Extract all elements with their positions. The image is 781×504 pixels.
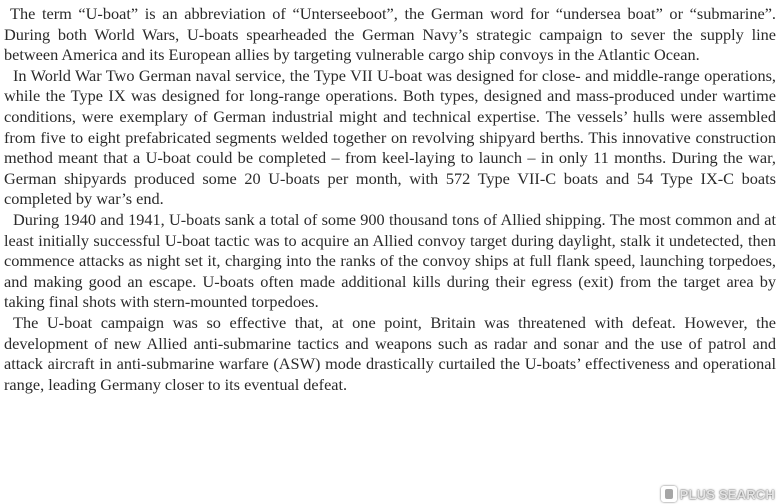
- watermark: [661, 486, 775, 502]
- logo-mark-icon: [661, 486, 677, 502]
- paragraph-tactics: During 1940 and 1941, U-boats sank a total of some 900 thousand tons of Allied shipping. The most common and at least initially successful U-boat tactic was to acquire an Allied convoy target during daylight, stalk it undetected, then commence attacks as night set it, charging into the ranks of the convoy ships at full flank speed, launching torpedoes, and making good an escape. U-boats often made additional kills during their egress (exit) from the target area by taking final shots with stern-mounted torpedoes.: [4, 209, 776, 312]
- paragraph-intro: The term “U-boat” is an abbreviation of “Unterseeboot”, the German word for “undersea boat” or “submarine”. During both World Wars, U-boats spearheaded the German Navy’s strategic campaign to sever the supply line between America and its European allies by targeting vulnerable cargo ship convoys in the Atlantic Ocean.: [4, 4, 776, 65]
- paragraph-type-vii-ix: In World War Two German naval service, the Type VII U-boat was designed for close- and middle-range operations, while the Type IX was designed for long-range operations. Both types, designed and mass-produced under wartime conditions, were exemplary of German industrial might and technical expertise. The vessels’ hulls were assembled from five to eight prefabricated segments welded together on revolving shipyard berths. This innovative construction method meant that a U-boat could be completed – from keel-laying to launch – in only 11 months. During the war, German shipyards produced some 20 U-boats per month, with 572 Type VII-C boats and 54 Type IX-C boats completed by war’s end.: [4, 65, 776, 209]
- watermark-text: PLUS SEARCH: [679, 486, 775, 502]
- paragraph-campaign-outcome: The U-boat campaign was so effective that, at one point, Britain was threatened with defeat. However, the development of new Allied anti-submarine tactics and weapons such as radar and sonar and the use of patrol and attack aircraft in anti-submarine warfare (ASW) mode drastically curtailed the U-boats’ effectiveness and operational range, leading Germany closer to its eventual defeat.: [4, 312, 776, 394]
- document-body: [4, 4, 776, 395]
